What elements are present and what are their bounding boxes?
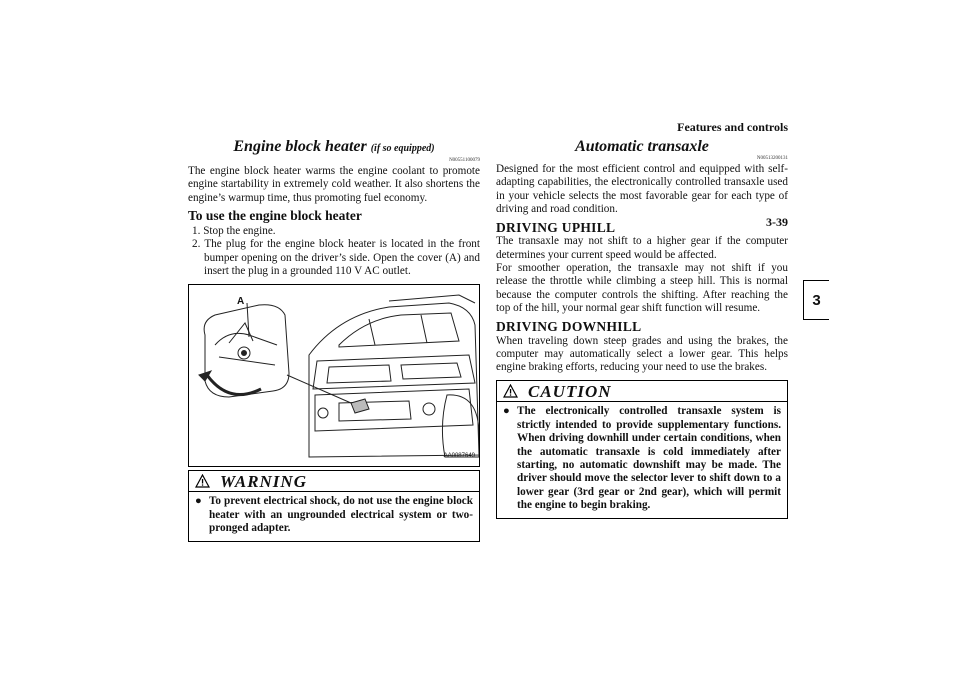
figure-code: AA0087649 xyxy=(443,453,475,460)
uphill-paragraph-2: For smoother operation, the transaxle may not shift if you release the throttle while climbing a steep hill. This is normal because the computer controls the shifting. After reaching the top of the hill, your normal gear shift function will resume. xyxy=(496,262,788,314)
transaxle-intro: Designed for the most efficient control and equipped with self-adapting capabilities, the electronically controlled transaxle used in your vehicle selects the most favorable gear for each type of driving and road condition. xyxy=(496,163,788,215)
car-front-illustration xyxy=(189,285,480,467)
caution-box xyxy=(496,380,788,518)
right-column xyxy=(496,138,788,519)
use-heater-heading: To use the engine block heater xyxy=(188,207,362,223)
chapter-tab: 3 xyxy=(803,280,829,320)
caution-body xyxy=(497,402,787,517)
warning-text: To prevent electrical shock, do not use the engine block heater with an ungrounded electrical system or two-pronged adapter. xyxy=(209,495,473,535)
transaxle-code: N00513200131 xyxy=(756,156,788,161)
warning-body xyxy=(189,492,479,540)
cover-label-a: A xyxy=(237,296,245,308)
engine-heater-title-note: (if so equipped) xyxy=(370,143,435,154)
engine-heater-figure xyxy=(188,284,480,467)
uphill-paragraph-1: The transaxle may not shift to a higher gear if the computer determines your current speed would be affected. xyxy=(496,235,788,261)
warning-label: WARNING xyxy=(220,471,307,491)
warning-header xyxy=(189,471,479,492)
caution-text: The electronically controlled transaxle system is strictly intended to provide supplementary functions. When driving downhill under certain conditions, when the automatic transaxle is cold immediately after starting, no automatic downshift may be made. The driver should move the selector lever to shift down to a lower gear (3rd gear or 2nd gear), which will permit the engine to begin braking. xyxy=(517,405,781,512)
bullet-icon: ● xyxy=(195,495,202,508)
warning-box xyxy=(188,470,480,541)
step-2: 2. The plug for the engine block heater is located in the front bumper opening on the driver’s side. Open the cover (A) and insert the plug in a grounded 110 V AC outlet. xyxy=(192,238,480,278)
downhill-heading: DRIVING DOWNHILL xyxy=(496,319,642,335)
caution-header xyxy=(497,381,787,402)
caution-triangle-icon xyxy=(503,384,518,398)
engine-heater-title-text: Engine block heater xyxy=(233,138,367,155)
left-column xyxy=(188,138,480,542)
transaxle-title: Automatic transaxle xyxy=(575,138,709,155)
step-1: 1. Stop the engine. xyxy=(192,225,276,238)
caution-label: CAUTION xyxy=(528,381,612,401)
warning-triangle-icon xyxy=(195,474,210,488)
page-number: 3-39 xyxy=(766,215,788,229)
section-header: Features and controls xyxy=(677,120,788,134)
bullet-icon: ● xyxy=(503,405,510,418)
engine-heater-title xyxy=(188,138,480,158)
engine-heater-intro: The engine block heater warms the engine coolant to promote engine startability in extremely cold weather. It also shortens the engine’s warmup time, thus promoting fuel economy. xyxy=(188,165,480,204)
engine-heater-code: N00551100079 xyxy=(449,158,480,163)
uphill-heading: DRIVING UPHILL xyxy=(496,220,616,236)
downhill-paragraph: When traveling down steep grades and using the brakes, the computer may automatically select a lower gear. This helps engine braking efforts, reducing your need to use the brakes. xyxy=(496,334,788,374)
